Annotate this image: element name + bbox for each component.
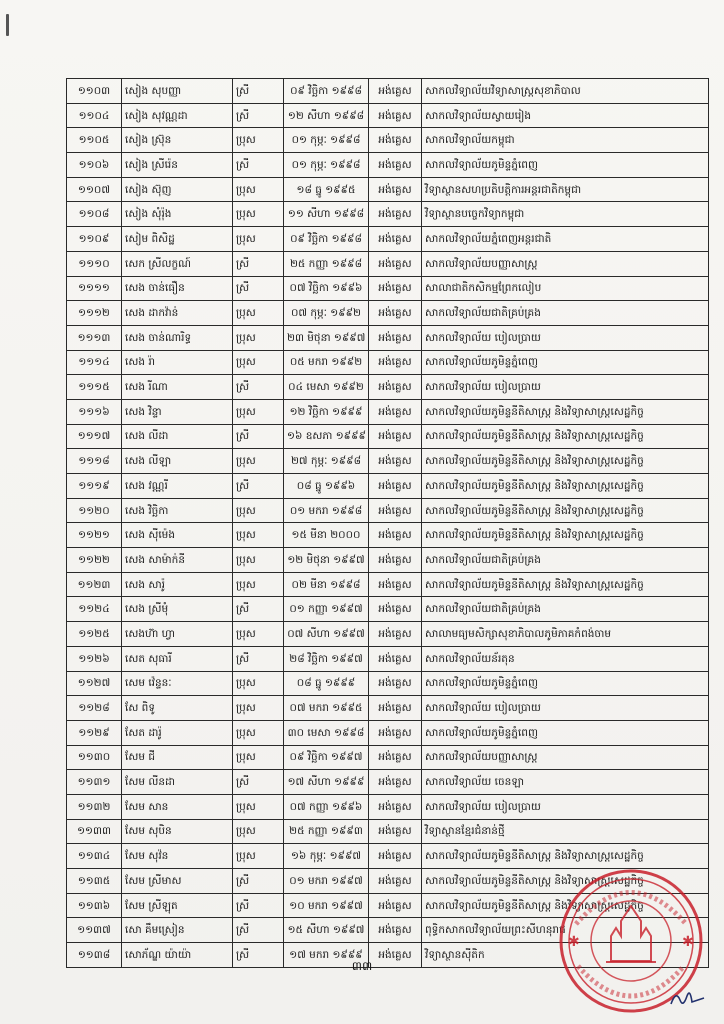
language-cell: អង់គ្លេស	[369, 177, 422, 202]
institution-cell: សាកលវិទ្យាល័យភ្នំពេញអន្តរជាតិ	[422, 227, 709, 252]
language-cell: អង់គ្លេស	[369, 498, 422, 523]
row-number-cell: ១១០៤	[67, 103, 122, 128]
sex-cell: ស្រី	[233, 251, 284, 276]
institution-cell: សាកលវិទ្យាល័យភូមិន្ទនីតិសាស្ត្រ និងវិទ្យាសាស្ត្រសេដ្ឋកិច្ច	[422, 523, 709, 548]
language-cell: អង់គ្លេស	[369, 548, 422, 573]
language-cell: អង់គ្លេស	[369, 844, 422, 869]
date-of-birth-cell: ០៧ កញ្ញា ១៩៩៦	[284, 794, 369, 819]
language-cell: អង់គ្លេស	[369, 893, 422, 918]
full-name-cell: សេង រីណា	[122, 375, 233, 400]
row-number-cell: ១១១០	[67, 251, 122, 276]
date-of-birth-cell: ២៥ កញ្ញា ១៩៩៣	[284, 819, 369, 844]
full-name-cell: សេង សារ៉ូ	[122, 572, 233, 597]
full-name-cell: សៀង សុវណ្ណដា	[122, 103, 233, 128]
date-of-birth-cell: ០១ កញ្ញា ១៩៩៧	[284, 597, 369, 622]
table-row	[67, 325, 709, 350]
date-of-birth-cell: ១៥ សីហា ១៩៩៧	[284, 918, 369, 943]
full-name-cell: សេង រ៉ា	[122, 350, 233, 375]
table-row	[67, 202, 709, 227]
full-name-cell: សេង ស្រីមុំ	[122, 597, 233, 622]
row-number-cell: ១១២៩	[67, 720, 122, 745]
language-cell: អង់គ្លេស	[369, 943, 422, 968]
full-name-cell: សៀង សុបញ្ញា	[122, 79, 233, 104]
table-row	[67, 424, 709, 449]
full-name-cell: សេម វ៉េន្ទនៈ	[122, 671, 233, 696]
date-of-birth-cell: ០៧ សីហា ១៩៩៧	[284, 622, 369, 647]
institution-cell: វិទ្យាស្ថានស៊ីតិក	[422, 943, 709, 968]
language-cell: អង់គ្លេស	[369, 103, 422, 128]
institution-cell: សាកលវិទ្យាល័យភូមិន្ទនីតិសាស្ត្រ និងវិទ្យាសាស្ត្រសេដ្ឋកិច្ច	[422, 572, 709, 597]
table-row	[67, 103, 709, 128]
sex-cell: ស្រី	[233, 276, 284, 301]
institution-cell: សាកលវិទ្យាល័យ ចេនឡា	[422, 770, 709, 795]
language-cell: អង់គ្លេស	[369, 794, 422, 819]
full-name-cell: សេង ស៊ីម៉េង	[122, 523, 233, 548]
sex-cell: ស្រី	[233, 424, 284, 449]
date-of-birth-cell: ២៣ មិថុនា ១៩៩៧	[284, 325, 369, 350]
signature	[668, 986, 708, 1010]
row-number-cell: ១១១៧	[67, 424, 122, 449]
sex-cell: ប្រុស	[233, 498, 284, 523]
full-name-cell: សៀម ពិសិដ្ឋ	[122, 227, 233, 252]
institution-cell: សាកលវិទ្យាល័យបញ្ញាសាស្ត្រ	[422, 745, 709, 770]
roster-table	[66, 78, 709, 968]
row-number-cell: ១១២៥	[67, 622, 122, 647]
row-number-cell: ១១១២	[67, 301, 122, 326]
full-name-cell: សេង លីដា	[122, 424, 233, 449]
sex-cell: ស្រី	[233, 770, 284, 795]
sex-cell: ប្រុស	[233, 794, 284, 819]
row-number-cell: ១១២៨	[67, 696, 122, 721]
institution-cell: ពុទ្ធិកសាកលវិទ្យាល័យព្រះសីហនុរាជ	[422, 918, 709, 943]
full-name-cell: សៀង សុំរ៉ុង	[122, 202, 233, 227]
row-number-cell: ១១៣០	[67, 745, 122, 770]
row-number-cell: ១១៣២	[67, 794, 122, 819]
date-of-birth-cell: ១០ មករា ១៩៩៧	[284, 893, 369, 918]
full-name-cell: សៀង ស្រ៊ុន	[122, 128, 233, 153]
date-of-birth-cell: ២៧ កុម្ភៈ ១៩៩៨	[284, 449, 369, 474]
row-number-cell: ១១១៩	[67, 474, 122, 499]
date-of-birth-cell: ១៨ ធ្នូ ១៩៩៥	[284, 177, 369, 202]
sex-cell: ស្រី	[233, 646, 284, 671]
language-cell: អង់គ្លេស	[369, 276, 422, 301]
table-row	[67, 572, 709, 597]
institution-cell: សាកលវិទ្យាល័យភូមិន្ទភ្នំពេញ	[422, 671, 709, 696]
sex-cell: ប្រុស	[233, 177, 284, 202]
date-of-birth-cell: ០៩ វិច្ឆិកា ១៩៩៨	[284, 79, 369, 104]
row-number-cell: ១១២១	[67, 523, 122, 548]
date-of-birth-cell: ១២ មិថុនា ១៩៩៧	[284, 548, 369, 573]
table-row	[67, 622, 709, 647]
full-name-cell: សេង សាម៉ាក់នី	[122, 548, 233, 573]
full-name-cell: សេង ចាន់ធឿន	[122, 276, 233, 301]
institution-cell: សាកលវិទ្យាល័យ បៀលប្រាយ	[422, 696, 709, 721]
row-number-cell: ១១៣៦	[67, 893, 122, 918]
institution-cell: សាកលវិទ្យាល័យជាតិគ្រប់គ្រង	[422, 301, 709, 326]
sex-cell: ស្រី	[233, 869, 284, 894]
table-row	[67, 153, 709, 178]
date-of-birth-cell: ១៦ ឧសភា ១៩៩៩	[284, 424, 369, 449]
language-cell: អង់គ្លេស	[369, 572, 422, 597]
language-cell: អង់គ្លេស	[369, 424, 422, 449]
language-cell: អង់គ្លេស	[369, 350, 422, 375]
institution-cell: សាកលវិទ្យាល័យជាតិគ្រប់គ្រង	[422, 548, 709, 573]
institution-cell: វិទ្យាស្ថានខ្មែរជំនាន់ថ្មី	[422, 819, 709, 844]
table-row	[67, 375, 709, 400]
table-row	[67, 819, 709, 844]
sex-cell: ប្រុស	[233, 202, 284, 227]
institution-cell: សាកលវិទ្យាល័យ បៀលប្រាយ	[422, 794, 709, 819]
row-number-cell: ១១១៨	[67, 449, 122, 474]
table-row	[67, 301, 709, 326]
full-name-cell: សេង លីឡា	[122, 449, 233, 474]
institution-cell: សាកលវិទ្យាល័យភូមិន្ទនីតិសាស្ត្រ និងវិទ្យាសាស្ត្រសេដ្ឋកិច្ច	[422, 449, 709, 474]
full-name-cell: សែម សុបិន	[122, 819, 233, 844]
date-of-birth-cell: ១៧ សីហា ១៩៩៩	[284, 770, 369, 795]
row-number-cell: ១១៣១	[67, 770, 122, 795]
date-of-birth-cell: ០៨ ធ្នូ ១៩៩៩	[284, 671, 369, 696]
sex-cell: ប្រុស	[233, 449, 284, 474]
table-row	[67, 251, 709, 276]
table-row	[67, 498, 709, 523]
sex-cell: ស្រី	[233, 153, 284, 178]
full-name-cell: សៀង ស៊ុញ	[122, 177, 233, 202]
table-row	[67, 449, 709, 474]
language-cell: អង់គ្លេស	[369, 671, 422, 696]
sex-cell: ស្រី	[233, 79, 284, 104]
row-number-cell: ១១៣៣	[67, 819, 122, 844]
sex-cell: ប្រុស	[233, 350, 284, 375]
row-number-cell: ១១៣៧	[67, 918, 122, 943]
date-of-birth-cell: ០៤ មេសា ១៩៩២	[284, 375, 369, 400]
date-of-birth-cell: ០១ មករា ១៩៩៧	[284, 869, 369, 894]
table-row	[67, 720, 709, 745]
sex-cell: ប្រុស	[233, 548, 284, 573]
date-of-birth-cell: ០៧ មករា ១៩៩៥	[284, 696, 369, 721]
table-row	[67, 548, 709, 573]
date-of-birth-cell: ០១ កុម្ភៈ ១៩៩៨	[284, 128, 369, 153]
date-of-birth-cell: ០១ កុម្ភៈ ១៩៩៨	[284, 153, 369, 178]
table-row	[67, 79, 709, 104]
language-cell: អង់គ្លេស	[369, 399, 422, 424]
date-of-birth-cell: ៣០ មេសា ១៩៩៨	[284, 720, 369, 745]
full-name-cell: សែម លីនដា	[122, 770, 233, 795]
date-of-birth-cell: ១៧ មករា ១៩៩៩	[284, 943, 369, 968]
table-row	[67, 350, 709, 375]
row-number-cell: ១១០៦	[67, 153, 122, 178]
table-row	[67, 597, 709, 622]
institution-cell: សាកលវិទ្យាល័យភូមិន្ទភ្នំពេញ	[422, 153, 709, 178]
row-number-cell: ១១២៤	[67, 597, 122, 622]
sex-cell: ប្រុស	[233, 622, 284, 647]
language-cell: អង់គ្លេស	[369, 474, 422, 499]
table-row	[67, 646, 709, 671]
row-number-cell: ១១០៩	[67, 227, 122, 252]
table-row	[67, 227, 709, 252]
full-name-cell: សេង វិច្ឆិកា	[122, 498, 233, 523]
language-cell: អង់គ្លេស	[369, 301, 422, 326]
sex-cell: ប្រុស	[233, 844, 284, 869]
sex-cell: ប្រុស	[233, 745, 284, 770]
language-cell: អង់គ្លេស	[369, 696, 422, 721]
table-row	[67, 671, 709, 696]
row-number-cell: ១១១៥	[67, 375, 122, 400]
institution-cell: សាកលវិទ្យាល័យវិទ្យាសាស្ត្រសុខាភិបាល	[422, 79, 709, 104]
full-name-cell: សៀង ស្រីរ៉េន	[122, 153, 233, 178]
institution-cell: សាកលវិទ្យាល័យភូមិន្ទភ្នំពេញ	[422, 350, 709, 375]
language-cell: អង់គ្លេស	[369, 153, 422, 178]
institution-cell: សាកលវិទ្យាល័យកម្ពុជា	[422, 128, 709, 153]
language-cell: អង់គ្លេស	[369, 449, 422, 474]
institution-cell: សាកលវិទ្យាល័យភូមិន្ទនីតិសាស្ត្រ និងវិទ្យាសាស្ត្រសេដ្ឋកិច្ច	[422, 893, 709, 918]
institution-cell: សាកលវិទ្យាល័យភូមិន្ទភ្នំពេញ	[422, 720, 709, 745]
language-cell: អង់គ្លេស	[369, 745, 422, 770]
roster-table-body	[67, 79, 709, 968]
sex-cell: ស្រី	[233, 893, 284, 918]
language-cell: អង់គ្លេស	[369, 646, 422, 671]
institution-cell: សាលាជាតិកសិកម្មព្រែកលៀប	[422, 276, 709, 301]
svg-text:✱: ✱	[568, 934, 580, 950]
institution-cell: សាលាមធ្យមសិក្សាសុខាភិបាលភូមិភាគកំពង់ចាម	[422, 622, 709, 647]
institution-cell: វិទ្យាស្ថានសហប្រតិបត្តិការអន្តរជាតិកម្ពុជា	[422, 177, 709, 202]
full-name-cell: សេងហ៊ា ហ្វា	[122, 622, 233, 647]
sex-cell: ស្រី	[233, 103, 284, 128]
table-row	[67, 794, 709, 819]
full-name-cell: សែម ស្រីឡុត	[122, 893, 233, 918]
language-cell: អង់គ្លេស	[369, 597, 422, 622]
svg-text:✱: ✱	[682, 934, 694, 950]
scan-edge-mark	[6, 14, 9, 36]
row-number-cell: ១១២៣	[67, 572, 122, 597]
institution-cell: សាកលវិទ្យាល័យភូមិន្ទនីតិសាស្ត្រ និងវិទ្យាសាស្ត្រសេដ្ឋកិច្ច	[422, 424, 709, 449]
full-name-cell: សែម សាន	[122, 794, 233, 819]
full-name-cell: សេង វិន្ទា	[122, 399, 233, 424]
sex-cell: ប្រុស	[233, 671, 284, 696]
language-cell: អង់គ្លេស	[369, 79, 422, 104]
language-cell: អង់គ្លេស	[369, 869, 422, 894]
full-name-cell: សេង វណ្ណរី	[122, 474, 233, 499]
row-number-cell: ១១០៥	[67, 128, 122, 153]
table-row	[67, 177, 709, 202]
row-number-cell: ១១១១	[67, 276, 122, 301]
table-row	[67, 474, 709, 499]
date-of-birth-cell: ០៥ មករា ១៩៩២	[284, 350, 369, 375]
row-number-cell: ១១២០	[67, 498, 122, 523]
full-name-cell: សែត ដារ៉ូ	[122, 720, 233, 745]
sex-cell: ប្រុស	[233, 325, 284, 350]
language-cell: អង់គ្លេស	[369, 819, 422, 844]
sex-cell: ស្រី	[233, 597, 284, 622]
institution-cell: សាកលវិទ្យាល័យ បៀលប្រាយ	[422, 375, 709, 400]
institution-cell: សាកលវិទ្យាល័យន័រតុន	[422, 646, 709, 671]
language-cell: អង់គ្លេស	[369, 251, 422, 276]
table-row	[67, 276, 709, 301]
date-of-birth-cell: ២៥ កញ្ញា ១៩៩៨	[284, 251, 369, 276]
sex-cell: ប្រុស	[233, 128, 284, 153]
row-number-cell: ១១២៧	[67, 671, 122, 696]
language-cell: អង់គ្លេស	[369, 622, 422, 647]
language-cell: អង់គ្លេស	[369, 375, 422, 400]
institution-cell: សាកលវិទ្យាល័យជាតិគ្រប់គ្រង	[422, 597, 709, 622]
table-row	[67, 696, 709, 721]
row-number-cell: ១១០៨	[67, 202, 122, 227]
language-cell: អង់គ្លេស	[369, 325, 422, 350]
date-of-birth-cell: ០៧ កុម្ភៈ ១៩៩២	[284, 301, 369, 326]
row-number-cell: ១១១៤	[67, 350, 122, 375]
language-cell: អង់គ្លេស	[369, 128, 422, 153]
table-row	[67, 523, 709, 548]
table-row	[67, 770, 709, 795]
full-name-cell: សេក ស្រីលក្ខណ៍	[122, 251, 233, 276]
table-row	[67, 844, 709, 869]
date-of-birth-cell: ១១ សីហា ១៩៩៨	[284, 202, 369, 227]
sex-cell: ប្រុស	[233, 399, 284, 424]
sex-cell: ប្រុស	[233, 572, 284, 597]
full-name-cell: សេង ដាកវ៉ាន់	[122, 301, 233, 326]
sex-cell: ប្រុស	[233, 227, 284, 252]
language-cell: អង់គ្លេស	[369, 770, 422, 795]
date-of-birth-cell: ០១ មករា ១៩៩៨	[284, 498, 369, 523]
full-name-cell: សែម ជី	[122, 745, 233, 770]
row-number-cell: ១១២២	[67, 548, 122, 573]
language-cell: អង់គ្លេស	[369, 523, 422, 548]
table-row	[67, 399, 709, 424]
language-cell: អង់គ្លេស	[369, 202, 422, 227]
row-number-cell: ១១៣៥	[67, 869, 122, 894]
row-number-cell: ១១១៣	[67, 325, 122, 350]
sex-cell: ស្រី	[233, 943, 284, 968]
language-cell: អង់គ្លេស	[369, 720, 422, 745]
full-name-cell: សេត សុធារី	[122, 646, 233, 671]
date-of-birth-cell: ២៨ វិច្ឆិកា ១៩៩៧	[284, 646, 369, 671]
institution-cell: សាកលវិទ្យាល័យភូមិន្ទនីតិសាស្ត្រ និងវិទ្យាសាស្ត្រសេដ្ឋកិច្ច	[422, 474, 709, 499]
institution-cell: វិទ្យាស្ថានបច្ចេកវិទ្យាកម្ពុជា	[422, 202, 709, 227]
institution-cell: សាកលវិទ្យាល័យភូមិន្ទនីតិសាស្ត្រ និងវិទ្យាសាស្ត្រសេដ្ឋកិច្ច	[422, 844, 709, 869]
date-of-birth-cell: ០៩ វិច្ឆិកា ១៩៩៧	[284, 745, 369, 770]
institution-cell: សាកលវិទ្យាល័យភូមិន្ទនីតិសាស្ត្រ និងវិទ្យាសាស្ត្រសេដ្ឋកិច្ច	[422, 498, 709, 523]
date-of-birth-cell: ០៨ ធ្នូ ១៩៩៦	[284, 474, 369, 499]
full-name-cell: សែម សុវ៉ន	[122, 844, 233, 869]
sex-cell: ស្រី	[233, 375, 284, 400]
row-number-cell: ១១១៦	[67, 399, 122, 424]
sex-cell: ប្រុស	[233, 720, 284, 745]
date-of-birth-cell: ១៥ មីនា ២០០០	[284, 523, 369, 548]
row-number-cell: ១១០៧	[67, 177, 122, 202]
full-name-cell: សោ គឹមស្រៀន	[122, 918, 233, 943]
full-name-cell: សែម ស្រីមាស	[122, 869, 233, 894]
full-name-cell: សេង ចាន់ណារិទ្ធ	[122, 325, 233, 350]
institution-cell: សាកលវិទ្យាល័យស្វាយរៀង	[422, 103, 709, 128]
full-name-cell: សែ ពិទូ	[122, 696, 233, 721]
row-number-cell: ១១៣៨	[67, 943, 122, 968]
table-row	[67, 745, 709, 770]
row-number-cell: ១១០៣	[67, 79, 122, 104]
page-number: ៣៣	[351, 959, 373, 973]
date-of-birth-cell: ០៧ វិច្ឆិកា ១៩៩៦	[284, 276, 369, 301]
institution-cell: សាកលវិទ្យាល័យបញ្ញាសាស្ត្រ	[422, 251, 709, 276]
sex-cell: ប្រុស	[233, 523, 284, 548]
date-of-birth-cell: ០២ មីនា ១៩៩៨	[284, 572, 369, 597]
language-cell: អង់គ្លេស	[369, 227, 422, 252]
date-of-birth-cell: ១៦ កុម្ភៈ ១៩៩៧	[284, 844, 369, 869]
sex-cell: ស្រី	[233, 918, 284, 943]
sex-cell: ប្រុស	[233, 819, 284, 844]
table-row	[67, 128, 709, 153]
date-of-birth-cell: ០៩ វិច្ឆិកា ១៩៩៨	[284, 227, 369, 252]
institution-cell: សាកលវិទ្យាល័យ បៀលប្រាយ	[422, 325, 709, 350]
sex-cell: ស្រី	[233, 474, 284, 499]
row-number-cell: ១១៣៤	[67, 844, 122, 869]
date-of-birth-cell: ១២ វិច្ឆិកា ១៩៩៩	[284, 399, 369, 424]
full-name-cell: សោភ័ណ្ឌ យ៉ាយ៉ា	[122, 943, 233, 968]
institution-cell: សាកលវិទ្យាល័យភូមិន្ទនីតិសាស្ត្រ និងវិទ្យាសាស្ត្រសេដ្ឋកិច្ច	[422, 869, 709, 894]
sex-cell: ប្រុស	[233, 301, 284, 326]
row-number-cell: ១១២៦	[67, 646, 122, 671]
sex-cell: ប្រុស	[233, 696, 284, 721]
language-cell: អង់គ្លេស	[369, 918, 422, 943]
institution-cell: សាកលវិទ្យាល័យភូមិន្ទនីតិសាស្ត្រ និងវិទ្យាសាស្ត្រសេដ្ឋកិច្ច	[422, 399, 709, 424]
date-of-birth-cell: ១២ សីហា ១៩៩៨	[284, 103, 369, 128]
